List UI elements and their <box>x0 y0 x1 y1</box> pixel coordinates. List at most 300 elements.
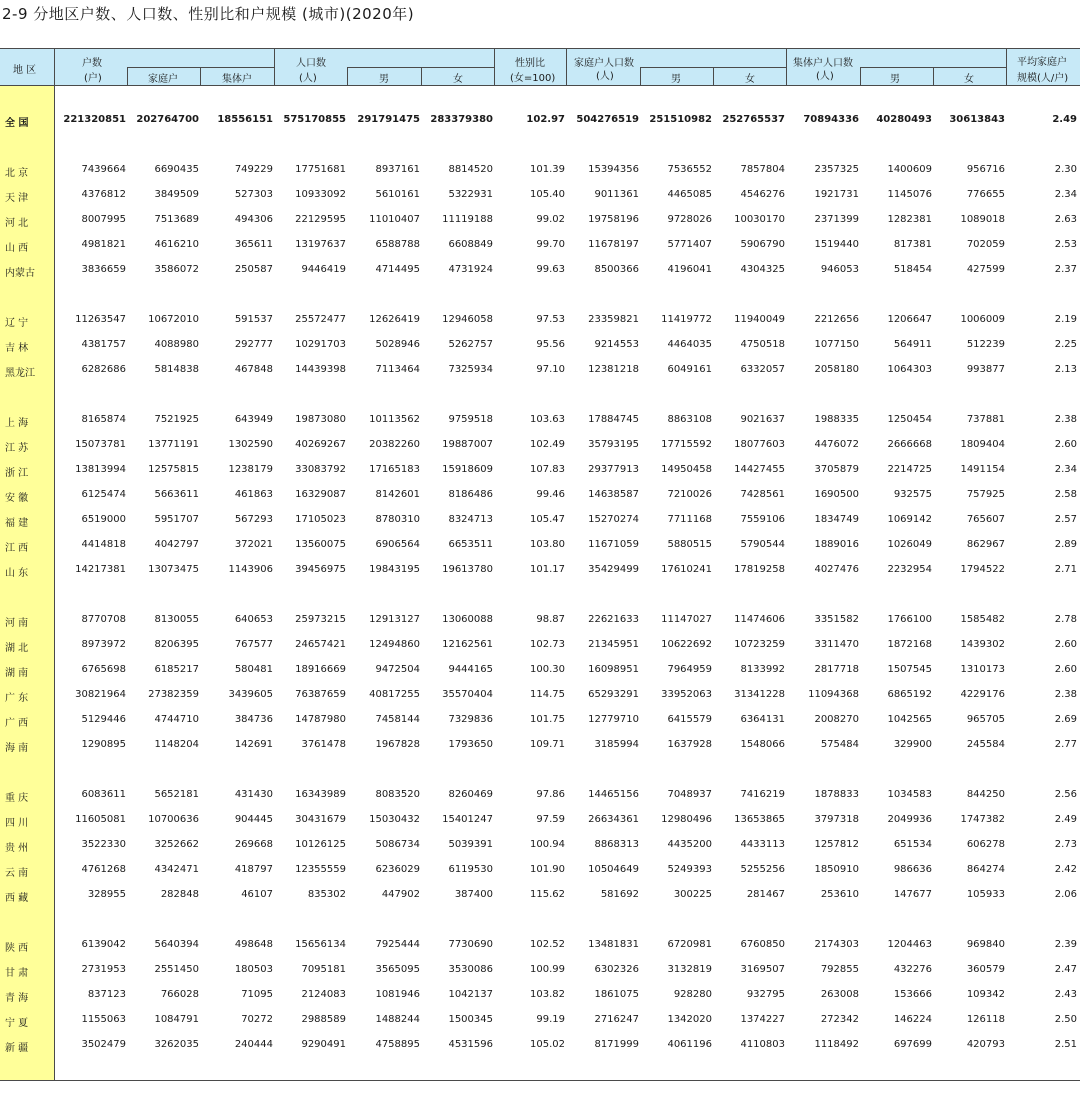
header-divider <box>54 49 55 85</box>
cell-male: 1081946 <box>375 989 420 1000</box>
cell-sex-ratio: 100.94 <box>530 839 565 850</box>
header-subrule <box>640 67 786 68</box>
cell-collective-population: 2058180 <box>814 364 859 375</box>
cell-family-female: 4433113 <box>740 839 785 850</box>
cell-collective-male: 6865192 <box>887 689 932 700</box>
region-name: 天 津 <box>5 193 29 204</box>
cell-family-households: 3586072 <box>154 264 199 275</box>
cell-family-male: 4465085 <box>667 189 712 200</box>
cell-family-population: 15270274 <box>588 514 639 525</box>
cell-family-households: 3262035 <box>154 1039 199 1050</box>
table-row <box>0 735 1080 757</box>
cell-female: 8814520 <box>448 164 493 175</box>
cell-collective-male: 986636 <box>893 864 932 875</box>
cell-male: 5028946 <box>375 339 420 350</box>
cell-collective-female: 993877 <box>966 364 1005 375</box>
region-name: 辽 宁 <box>5 318 29 329</box>
cell-collective-male: 147677 <box>893 889 932 900</box>
cell-population: 13197637 <box>295 239 346 250</box>
header-subdivider <box>933 67 934 85</box>
cell-female: 35570404 <box>442 689 493 700</box>
cell-family-female: 7428561 <box>740 489 785 500</box>
header-family-households: 家庭户 <box>148 74 178 85</box>
cell-avg-household-size: 2.57 <box>1054 514 1077 525</box>
cell-family-female: 11940049 <box>734 314 785 325</box>
header-households-unit: (户) <box>84 73 102 84</box>
cell-family-households: 8206395 <box>154 639 199 650</box>
cell-collective-households: 142691 <box>234 739 273 750</box>
region-name: 陕 西 <box>5 943 29 954</box>
cell-male: 4758895 <box>375 1039 420 1050</box>
cell-collective-population: 70894336 <box>803 114 859 125</box>
cell-family-households: 1148204 <box>154 739 199 750</box>
region-name: 湖 北 <box>5 643 29 654</box>
cell-households: 11263547 <box>75 314 126 325</box>
cell-female: 11119188 <box>442 214 493 225</box>
cell-family-households: 5814838 <box>154 364 199 375</box>
table-row <box>0 935 1080 957</box>
cell-family-male: 5249393 <box>667 864 712 875</box>
cell-family-male: 5771407 <box>667 239 712 250</box>
cell-avg-household-size: 2.51 <box>1054 1039 1077 1050</box>
cell-population: 30431679 <box>295 814 346 825</box>
cell-population: 835302 <box>307 889 346 900</box>
cell-family-population: 35429499 <box>588 564 639 575</box>
cell-households: 6083611 <box>81 789 126 800</box>
cell-avg-household-size: 2.38 <box>1054 414 1077 425</box>
table-row <box>0 510 1080 532</box>
cell-collective-population: 3797318 <box>814 814 859 825</box>
cell-family-population: 9214553 <box>594 339 639 350</box>
cell-male: 6236029 <box>375 864 420 875</box>
cell-collective-male: 1400609 <box>887 164 932 175</box>
header-subdivider <box>200 67 201 85</box>
cell-female: 5322931 <box>448 189 493 200</box>
cell-collective-households: 70272 <box>241 1014 273 1025</box>
cell-family-population: 65293291 <box>588 689 639 700</box>
cell-collective-population: 1257812 <box>814 839 859 850</box>
cell-sex-ratio: 100.30 <box>530 664 565 675</box>
cell-collective-households: 292777 <box>234 339 273 350</box>
region-name: 河 南 <box>5 618 29 629</box>
cell-collective-households: 431430 <box>234 789 273 800</box>
cell-family-population: 29377913 <box>588 464 639 475</box>
cell-family-female: 9021637 <box>740 414 785 425</box>
cell-collective-population: 3311470 <box>814 639 859 650</box>
cell-avg-household-size: 2.42 <box>1054 864 1077 875</box>
cell-avg-household-size: 2.30 <box>1054 164 1077 175</box>
cell-avg-household-size: 2.60 <box>1054 639 1077 650</box>
cell-collective-male: 1042565 <box>887 714 932 725</box>
cell-collective-households: 18556151 <box>217 114 273 125</box>
cell-collective-female: 844250 <box>966 789 1005 800</box>
cell-avg-household-size: 2.58 <box>1054 489 1077 500</box>
cell-family-population: 14638587 <box>588 489 639 500</box>
cell-female: 7325934 <box>448 364 493 375</box>
cell-female: 3530086 <box>448 964 493 975</box>
cell-collective-male: 2214725 <box>887 464 932 475</box>
cell-family-households: 7521925 <box>154 414 199 425</box>
cell-avg-household-size: 2.50 <box>1054 1014 1077 1025</box>
cell-collective-female: 702059 <box>966 239 1005 250</box>
cell-family-households: 2551450 <box>154 964 199 975</box>
cell-avg-household-size: 2.69 <box>1054 714 1077 725</box>
table-row <box>0 860 1080 882</box>
region-name: 西 藏 <box>5 893 29 904</box>
region-name: 甘 肃 <box>5 968 29 979</box>
cell-female: 7730690 <box>448 939 493 950</box>
cell-collective-households: 71095 <box>241 989 273 1000</box>
cell-population: 18916669 <box>295 664 346 675</box>
cell-collective-male: 2049936 <box>887 814 932 825</box>
cell-households: 2731953 <box>81 964 126 975</box>
cell-households: 13813994 <box>75 464 126 475</box>
cell-sex-ratio: 102.97 <box>526 114 565 125</box>
cell-sex-ratio: 105.47 <box>530 514 565 525</box>
cell-sex-ratio: 98.87 <box>536 614 565 625</box>
header-households: 户数 <box>82 58 102 69</box>
cell-collective-population: 272342 <box>820 1014 859 1025</box>
header-subrule <box>860 67 1006 68</box>
cell-male: 15030432 <box>369 814 420 825</box>
header-collective-male: 男 <box>890 74 900 85</box>
cell-population: 575170855 <box>283 114 346 125</box>
cell-collective-female: 245584 <box>966 739 1005 750</box>
cell-sex-ratio: 101.39 <box>530 164 565 175</box>
cell-male: 8083520 <box>375 789 420 800</box>
cell-collective-population: 1077150 <box>814 339 859 350</box>
cell-avg-household-size: 2.63 <box>1054 214 1077 225</box>
cell-sex-ratio: 102.73 <box>530 639 565 650</box>
table-row <box>0 1010 1080 1032</box>
cell-population: 15656134 <box>295 939 346 950</box>
cell-households: 8007995 <box>81 214 126 225</box>
table-row <box>0 360 1080 382</box>
cell-households: 30821964 <box>75 689 126 700</box>
cell-family-male: 6720981 <box>667 939 712 950</box>
header-subdivider <box>347 67 348 85</box>
region-name: 云 南 <box>5 868 29 879</box>
cell-collective-population: 1878833 <box>814 789 859 800</box>
cell-family-population: 17884745 <box>588 414 639 425</box>
cell-family-population: 22621633 <box>588 614 639 625</box>
cell-family-male: 11419772 <box>661 314 712 325</box>
cell-family-households: 10700636 <box>148 814 199 825</box>
cell-male: 8937161 <box>375 164 420 175</box>
cell-population: 24657421 <box>295 639 346 650</box>
cell-collective-households: 418797 <box>234 864 273 875</box>
cell-avg-household-size: 2.06 <box>1054 889 1077 900</box>
cell-collective-female: 420793 <box>966 1039 1005 1050</box>
cell-family-population: 1861075 <box>594 989 639 1000</box>
cell-family-households: 13771191 <box>148 439 199 450</box>
cell-households: 15073781 <box>75 439 126 450</box>
region-name: 海 南 <box>5 743 29 754</box>
cell-households: 3522330 <box>81 839 126 850</box>
cell-female: 4731924 <box>448 264 493 275</box>
cell-households: 6282686 <box>81 364 126 375</box>
cell-households: 8973972 <box>81 639 126 650</box>
header-family-male: 男 <box>671 74 681 85</box>
table-row <box>0 210 1080 232</box>
cell-female: 5039391 <box>448 839 493 850</box>
cell-population: 16343989 <box>295 789 346 800</box>
cell-population: 2124083 <box>301 989 346 1000</box>
cell-avg-household-size: 2.49 <box>1054 814 1077 825</box>
cell-male: 4714495 <box>375 264 420 275</box>
cell-collective-male: 1872168 <box>887 639 932 650</box>
cell-family-population: 15394356 <box>588 164 639 175</box>
cell-sex-ratio: 114.75 <box>530 689 565 700</box>
cell-female: 19613780 <box>442 564 493 575</box>
cell-households: 3836659 <box>81 264 126 275</box>
cell-avg-household-size: 2.89 <box>1054 539 1077 550</box>
region-name: 山 西 <box>5 243 29 254</box>
cell-collective-population: 2357325 <box>814 164 859 175</box>
table-row <box>0 485 1080 507</box>
cell-collective-male: 932575 <box>893 489 932 500</box>
cell-collective-households: 904445 <box>234 814 273 825</box>
header-collective-female: 女 <box>964 74 974 85</box>
cell-households: 3502479 <box>81 1039 126 1050</box>
cell-male: 8142601 <box>375 489 420 500</box>
cell-households: 4376812 <box>81 189 126 200</box>
region-name: 广 东 <box>5 693 29 704</box>
table-row <box>0 560 1080 582</box>
cell-collective-male: 329900 <box>893 739 932 750</box>
cell-family-male: 4464035 <box>667 339 712 350</box>
cell-collective-households: 498648 <box>234 939 273 950</box>
cell-family-population: 26634361 <box>588 814 639 825</box>
cell-family-households: 4088980 <box>154 339 199 350</box>
cell-collective-population: 253610 <box>820 889 859 900</box>
cell-family-female: 17819258 <box>734 564 785 575</box>
cell-female: 387400 <box>454 889 493 900</box>
header-collective-population-unit: (人) <box>816 71 834 82</box>
cell-collective-population: 3351582 <box>814 614 859 625</box>
cell-male: 447902 <box>381 889 420 900</box>
cell-family-population: 13481831 <box>588 939 639 950</box>
table-row <box>0 785 1080 807</box>
cell-collective-male: 1507545 <box>887 664 932 675</box>
table-row <box>0 160 1080 182</box>
cell-family-population: 9011361 <box>594 189 639 200</box>
cell-collective-population: 4476072 <box>814 439 859 450</box>
cell-female: 13060088 <box>442 614 493 625</box>
cell-households: 1290895 <box>81 739 126 750</box>
cell-avg-household-size: 2.49 <box>1052 114 1077 125</box>
cell-households: 8770708 <box>81 614 126 625</box>
cell-collective-female: 862967 <box>966 539 1005 550</box>
cell-family-population: 12381218 <box>588 364 639 375</box>
cell-collective-female: 360579 <box>966 964 1005 975</box>
region-name: 新 疆 <box>5 1043 29 1054</box>
cell-family-population: 11671059 <box>588 539 639 550</box>
cell-family-female: 4304325 <box>740 264 785 275</box>
table-row <box>0 260 1080 282</box>
cell-family-female: 5790544 <box>740 539 785 550</box>
cell-family-population: 35793195 <box>588 439 639 450</box>
cell-male: 5610161 <box>375 189 420 200</box>
table-row <box>0 885 1080 907</box>
cell-sex-ratio: 99.19 <box>536 1014 565 1025</box>
header-subdivider <box>713 67 714 85</box>
cell-collective-female: 1310173 <box>960 664 1005 675</box>
cell-population: 17105023 <box>295 514 346 525</box>
table-row <box>0 1035 1080 1057</box>
cell-family-female: 11474606 <box>734 614 785 625</box>
cell-collective-population: 1118492 <box>814 1039 859 1050</box>
table-row <box>0 960 1080 982</box>
cell-sex-ratio: 109.71 <box>530 739 565 750</box>
cell-family-male: 4435200 <box>667 839 712 850</box>
cell-family-households: 3849509 <box>154 189 199 200</box>
cell-family-female: 7857804 <box>740 164 785 175</box>
table-row <box>0 335 1080 357</box>
cell-family-population: 10504649 <box>588 864 639 875</box>
cell-collective-female: 1585482 <box>960 614 1005 625</box>
cell-collective-households: 591537 <box>234 314 273 325</box>
cell-family-male: 7711168 <box>667 514 712 525</box>
cell-collective-male: 1064303 <box>887 364 932 375</box>
header-subdivider <box>127 67 128 85</box>
cell-collective-male: 1766100 <box>887 614 932 625</box>
cell-collective-population: 1834749 <box>814 514 859 525</box>
cell-family-households: 27382359 <box>148 689 199 700</box>
cell-avg-household-size: 2.13 <box>1054 364 1077 375</box>
header-family-population-unit: (人) <box>596 71 614 82</box>
cell-family-households: 4616210 <box>154 239 199 250</box>
cell-households: 1155063 <box>81 1014 126 1025</box>
cell-collective-population: 2212656 <box>814 314 859 325</box>
cell-family-female: 18077603 <box>734 439 785 450</box>
cell-family-population: 23359821 <box>588 314 639 325</box>
cell-collective-female: 512239 <box>966 339 1005 350</box>
cell-male: 1967828 <box>375 739 420 750</box>
cell-family-households: 6690435 <box>154 164 199 175</box>
table-row <box>0 235 1080 257</box>
table-row <box>0 635 1080 657</box>
cell-female: 1793650 <box>448 739 493 750</box>
cell-family-male: 928280 <box>673 989 712 1000</box>
cell-family-households: 1084791 <box>154 1014 199 1025</box>
region-name: 河 北 <box>5 218 29 229</box>
cell-sex-ratio: 97.59 <box>536 814 565 825</box>
cell-sex-ratio: 102.52 <box>530 939 565 950</box>
cell-population: 39456975 <box>295 564 346 575</box>
cell-family-male: 17715592 <box>661 439 712 450</box>
cell-population: 9290491 <box>301 1039 346 1050</box>
cell-collective-households: 1143906 <box>228 564 273 575</box>
header-population-female: 女 <box>453 74 463 85</box>
cell-avg-household-size: 2.73 <box>1054 839 1077 850</box>
cell-family-female: 4750518 <box>740 339 785 350</box>
table-row <box>0 435 1080 457</box>
cell-collective-female: 1439302 <box>960 639 1005 650</box>
cell-sex-ratio: 102.49 <box>530 439 565 450</box>
cell-population: 76387659 <box>295 689 346 700</box>
cell-collective-households: 1238179 <box>228 464 273 475</box>
cell-collective-population: 4027476 <box>814 564 859 575</box>
cell-collective-female: 1809404 <box>960 439 1005 450</box>
cell-family-male: 6415579 <box>667 714 712 725</box>
cell-collective-female: 1794522 <box>960 564 1005 575</box>
cell-family-population: 12779710 <box>588 714 639 725</box>
cell-collective-female: 1747382 <box>960 814 1005 825</box>
cell-male: 17165183 <box>369 464 420 475</box>
cell-family-male: 11147027 <box>661 614 712 625</box>
cell-family-households: 5663611 <box>154 489 199 500</box>
table-row <box>0 710 1080 732</box>
cell-collective-male: 564911 <box>893 339 932 350</box>
cell-sex-ratio: 99.70 <box>536 239 565 250</box>
cell-population: 14439398 <box>295 364 346 375</box>
cell-family-households: 13073475 <box>148 564 199 575</box>
cell-family-male: 5880515 <box>667 539 712 550</box>
cell-collective-female: 864274 <box>966 864 1005 875</box>
cell-households: 8165874 <box>81 414 126 425</box>
cell-collective-male: 1206647 <box>887 314 932 325</box>
cell-collective-female: 30613843 <box>949 114 1005 125</box>
header-divider <box>566 49 567 85</box>
cell-collective-population: 1690500 <box>814 489 859 500</box>
cell-avg-household-size: 2.53 <box>1054 239 1077 250</box>
cell-family-population: 8500366 <box>594 264 639 275</box>
cell-family-households: 282848 <box>160 889 199 900</box>
cell-population: 2988589 <box>301 1014 346 1025</box>
cell-sex-ratio: 103.80 <box>530 539 565 550</box>
cell-male: 10113562 <box>369 414 420 425</box>
header-divider <box>786 49 787 85</box>
cell-female: 12946058 <box>442 314 493 325</box>
cell-collective-households: 372021 <box>234 539 273 550</box>
cell-family-male: 7536552 <box>667 164 712 175</box>
cell-collective-male: 1250454 <box>887 414 932 425</box>
cell-sex-ratio: 99.02 <box>536 214 565 225</box>
cell-households: 7439664 <box>81 164 126 175</box>
header-divider <box>1006 49 1007 85</box>
region-name: 重 庆 <box>5 793 29 804</box>
cell-family-female: 10030170 <box>734 214 785 225</box>
cell-male: 6906564 <box>375 539 420 550</box>
cell-collective-male: 697699 <box>893 1039 932 1050</box>
page-title: 2-9 分地区户数、人口数、性别比和户规模 (城市)(2020年) <box>2 5 415 23</box>
header-divider <box>274 49 275 85</box>
cell-family-female: 4546276 <box>740 189 785 200</box>
cell-family-households: 12575815 <box>148 464 199 475</box>
cell-male: 20382260 <box>369 439 420 450</box>
header-population: 人口数 <box>296 58 326 69</box>
cell-population: 10126125 <box>295 839 346 850</box>
cell-family-population: 581692 <box>600 889 639 900</box>
cell-family-male: 9728026 <box>667 214 712 225</box>
cell-female: 6608849 <box>448 239 493 250</box>
cell-collective-population: 575484 <box>820 739 859 750</box>
cell-households: 4761268 <box>81 864 126 875</box>
cell-family-female: 8133992 <box>740 664 785 675</box>
cell-sex-ratio: 101.17 <box>530 564 565 575</box>
cell-female: 15401247 <box>442 814 493 825</box>
cell-sex-ratio: 105.40 <box>530 189 565 200</box>
table-row <box>0 985 1080 1007</box>
cell-population: 10933092 <box>295 189 346 200</box>
cell-households: 11605081 <box>75 814 126 825</box>
cell-female: 8186486 <box>448 489 493 500</box>
region-name: 青 海 <box>5 993 29 1004</box>
cell-female: 4531596 <box>448 1039 493 1050</box>
cell-households: 6139042 <box>81 939 126 950</box>
cell-family-population: 8868313 <box>594 839 639 850</box>
